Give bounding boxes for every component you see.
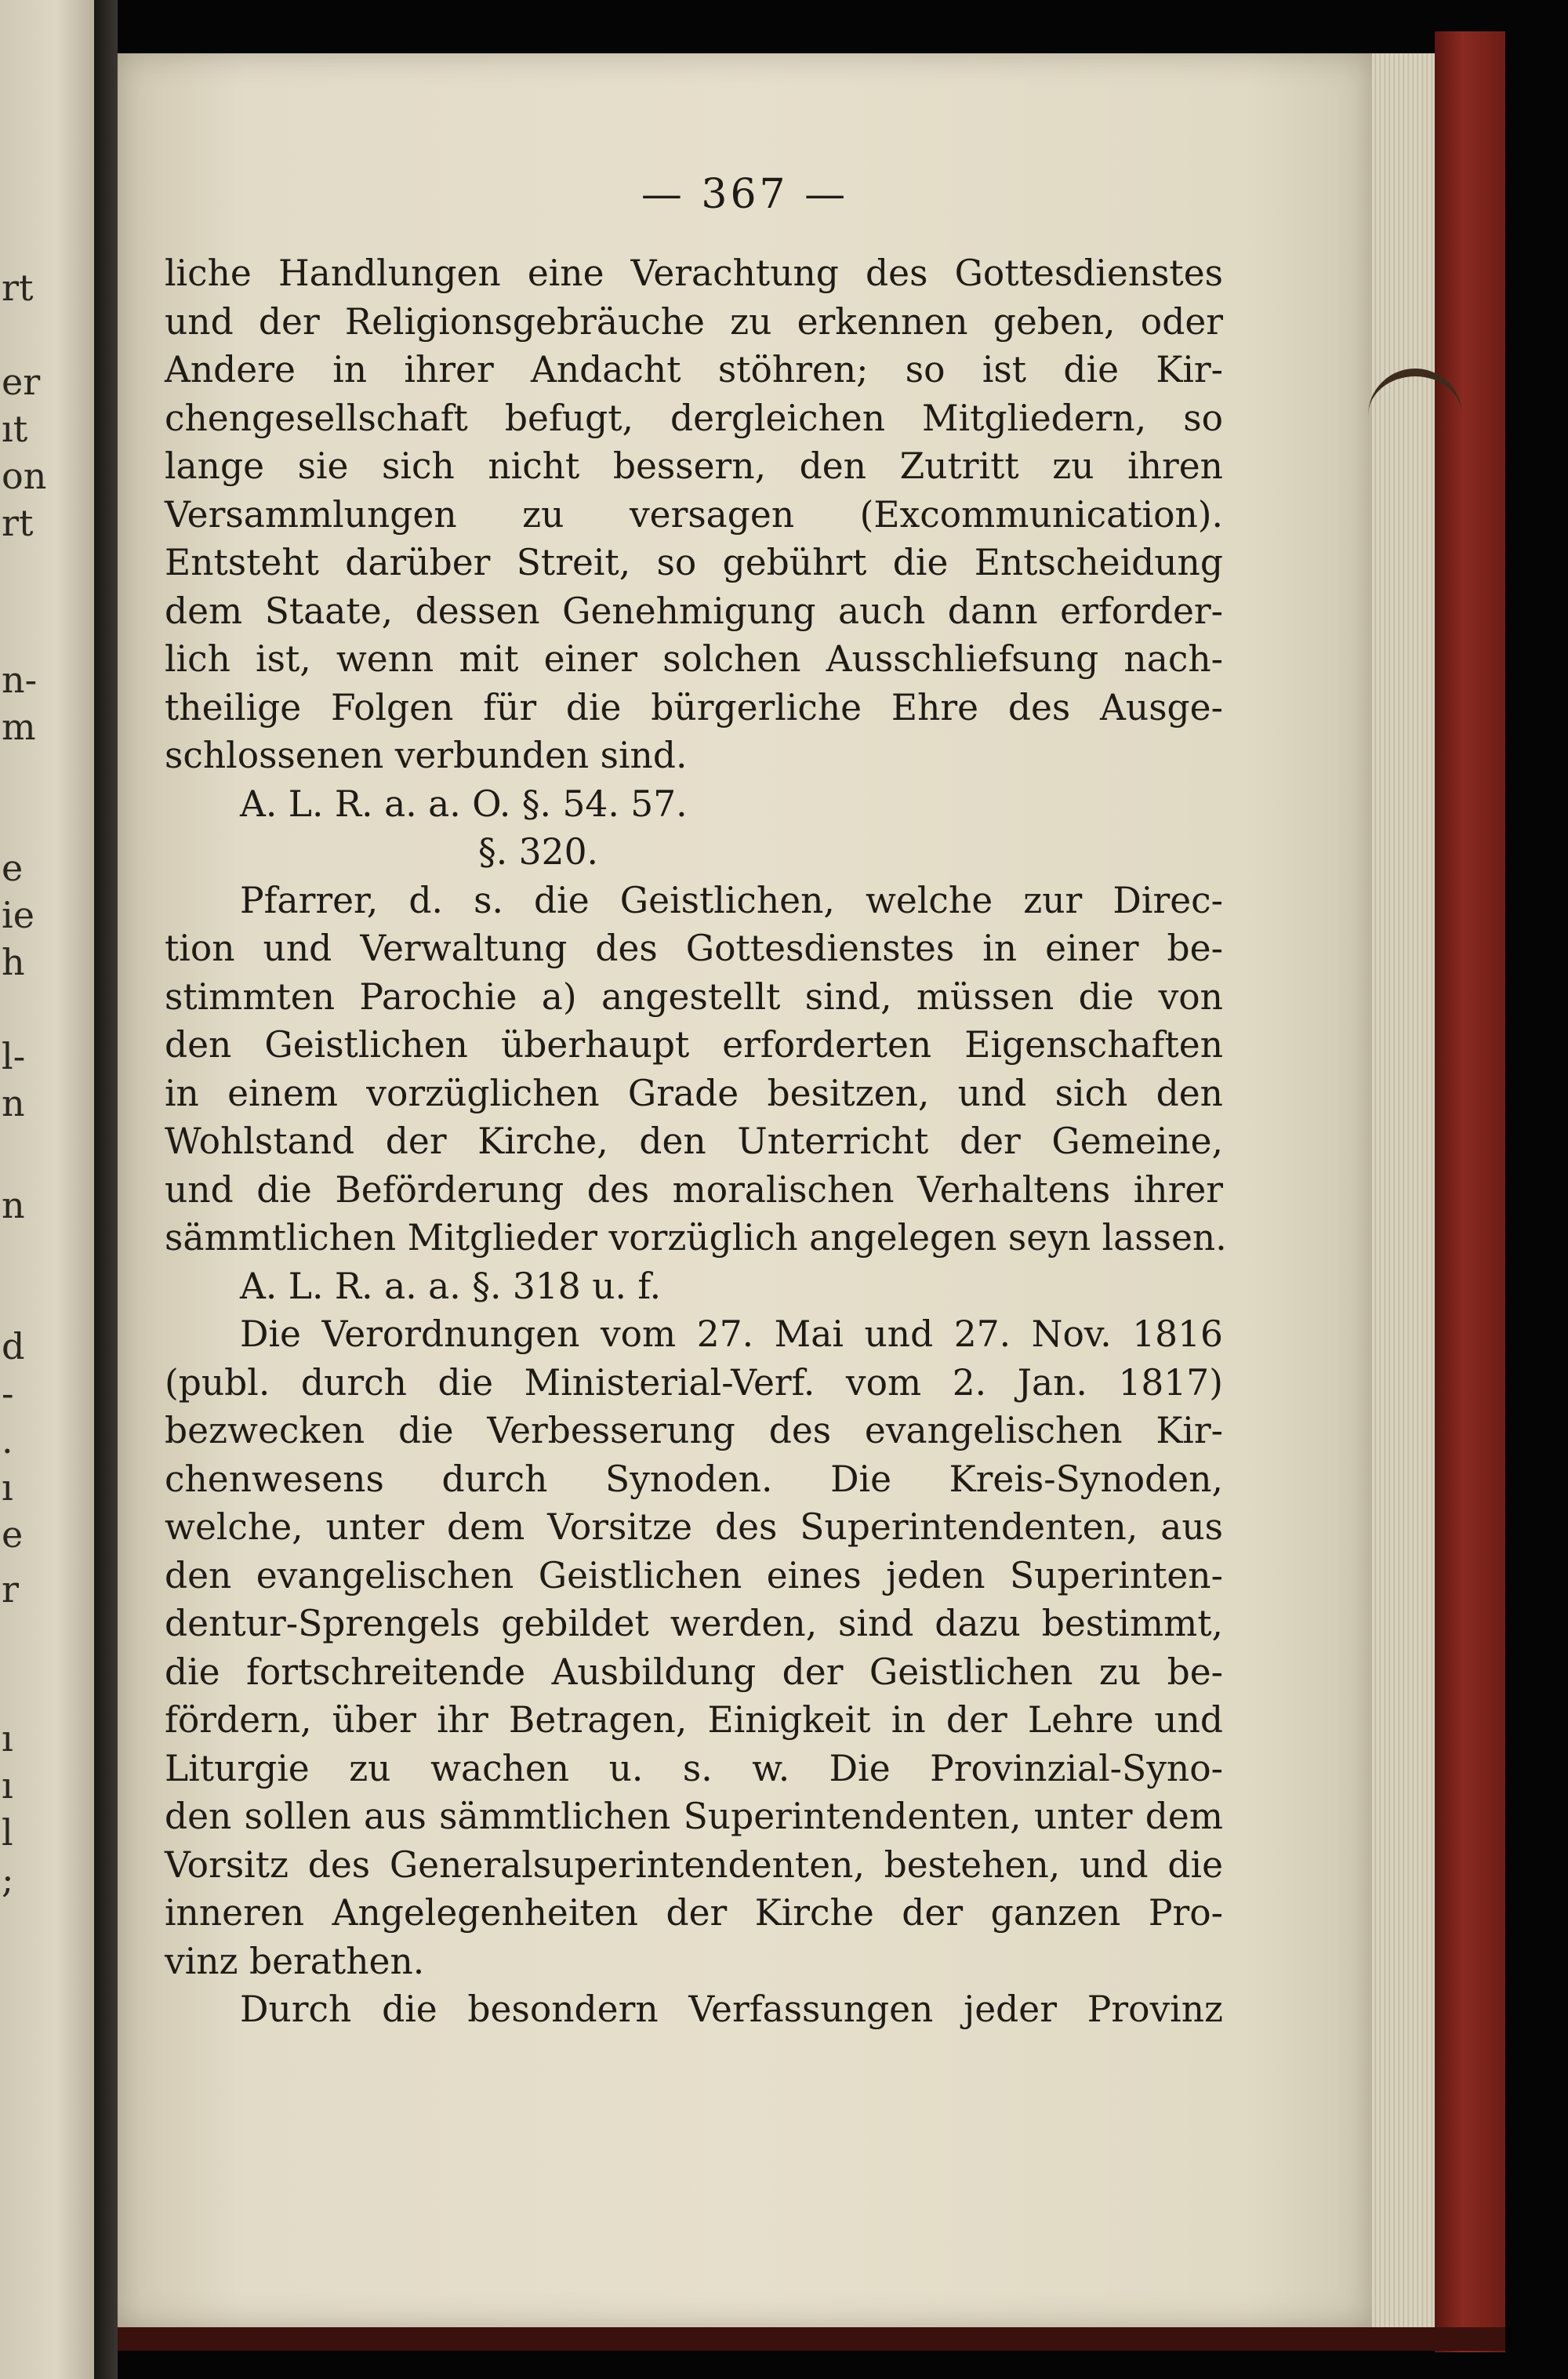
facing-page-fragment: ı (2, 1764, 13, 1807)
text-line: Die Verordnungen vom 27. Mai und 27. Nov. 1816 (240, 1313, 1223, 1355)
text-line: in einem vorzüglichen Grade besitzen, und sich den (165, 1072, 1223, 1114)
facing-page-fragment: ı (2, 1717, 13, 1760)
text-line: Vorsitz des Generalsuperintendenten, bestehen, und die (165, 1843, 1223, 1886)
facing-page-fragment: e (2, 1513, 24, 1556)
facing-page-fragment: l- (2, 1035, 26, 1077)
facing-page-edge (0, 0, 94, 2379)
text-line: lich ist, wenn mit einer solchen Ausschliefsung nach- (165, 638, 1223, 680)
text-line: A. L. R. a. a. O. §. 54. 57. (240, 783, 688, 825)
facing-page-fragment: ie (2, 894, 34, 936)
facing-page-fragment: n (2, 1184, 25, 1226)
facing-page-fragment: d (2, 1325, 25, 1367)
text-line: dentur-Sprengels gebildet werden, sind dazu bestimmt, (165, 1603, 1223, 1644)
text-line: A. L. R. a. a. §. 318 u. f. (240, 1265, 662, 1307)
cover-bottom-edge (118, 2327, 1505, 2351)
facing-page-fragment: . (2, 1419, 13, 1462)
text-line: §. 320. (478, 831, 598, 873)
text-line: den Geistlichen überhaupt erforderten Eigenschaften (165, 1024, 1223, 1066)
facing-page-fragment: e (2, 847, 24, 889)
text-line: und die Beförderung des moralischen Verhaltens ihrer (165, 1168, 1223, 1211)
book-page (118, 53, 1372, 2327)
facing-page-fragment: - (2, 1372, 14, 1415)
text-line: den sollen aus sämmtlichen Superintendenten, unter dem (165, 1796, 1223, 1837)
facing-page-fragment: h (2, 941, 25, 983)
text-line: dem Staate, dessen Genehmigung auch dann erforder- (165, 590, 1223, 632)
facing-page-fragment: er (2, 361, 41, 403)
facing-page-fragment: r (2, 1568, 19, 1611)
text-line: chenwesens durch Synoden. Die Kreis-Synoden, (165, 1458, 1223, 1500)
text-line: Versammlungen zu versagen (Excommunication). (165, 493, 1223, 536)
text-line: schlossenen verbunden sind. (165, 735, 688, 776)
text-line: bezwecken die Verbesserung des evangelischen Kir- (165, 1410, 1223, 1451)
page-text-body (165, 249, 1227, 2034)
text-line: Pfarrer, d. s. die Geistlichen, welche zur Direc- (240, 879, 1223, 921)
facing-page-fragment: ı (2, 1466, 13, 1509)
text-line: Entsteht darüber Streit, so gebührt die Entscheidung (165, 542, 1223, 583)
text-line: theilige Folgen für die bürgerliche Ehre des Ausge- (165, 686, 1223, 728)
facing-page-fragment: n- (2, 659, 38, 701)
page-number-header: — 367 — (641, 171, 849, 218)
facing-page-fragment: m (2, 706, 36, 748)
text-line: stimmten Parochie a) angestellt sind, müssen die von (165, 975, 1223, 1018)
facing-page-fragment: l (2, 1811, 13, 1854)
text-line: Durch die besondern Verfassungen jeder Provinz (240, 1989, 1223, 2030)
text-line: chengesellschaft befugt, dergleichen Mitgliedern, so (165, 397, 1223, 439)
facing-page-fragment: ; (2, 1858, 14, 1901)
text-line: und der Religionsgebräuche zu erkennen geben, oder (165, 300, 1223, 343)
facing-page-fragment: ıt (2, 408, 28, 450)
text-line: vinz berathen. (165, 1940, 425, 1982)
facing-page-fragment: rt (2, 502, 34, 544)
facing-page-fragment: rt (2, 267, 34, 309)
text-line: inneren Angelegenheiten der Kirche der ganzen Pro- (165, 1892, 1223, 1934)
text-line: den evangelischen Geistlichen eines jeden Superinten- (165, 1554, 1223, 1596)
text-line: lange sie sich nicht bessern, den Zutritt zu ihren (165, 445, 1223, 487)
text-line: welche, unter dem Vorsitze des Superintendenten, aus (165, 1506, 1223, 1548)
text-line: liche Handlungen eine Verachtung des Gottesdienstes (165, 252, 1223, 294)
text-line: Liturgie zu wachen u. s. w. Die Provinzial-Syno- (165, 1747, 1223, 1789)
facing-page-fragment: n (2, 1082, 25, 1124)
text-line: die fortschreitende Ausbildung der Geistlichen zu be- (165, 1651, 1223, 1693)
text-line: Andere in ihrer Andacht stöhren; so ist die Kir- (165, 349, 1223, 390)
text-line: (publ. durch die Ministerial-Verf. vom 2. Jan. 1817) (165, 1361, 1223, 1404)
facing-page-fragment: on (2, 455, 47, 497)
book-gutter (94, 0, 118, 2379)
text-line: fördern, über ihr Betragen, Einigkeit in der Lehre und (165, 1699, 1223, 1741)
text-line: Wohlstand der Kirche, den Unterricht der Gemeine, (165, 1120, 1223, 1162)
text-line: tion und Verwaltung des Gottesdienstes in einer be- (165, 928, 1223, 969)
text-line: sämmtlichen Mitglieder vorzüglich angelegen seyn lassen. (165, 1217, 1227, 1259)
